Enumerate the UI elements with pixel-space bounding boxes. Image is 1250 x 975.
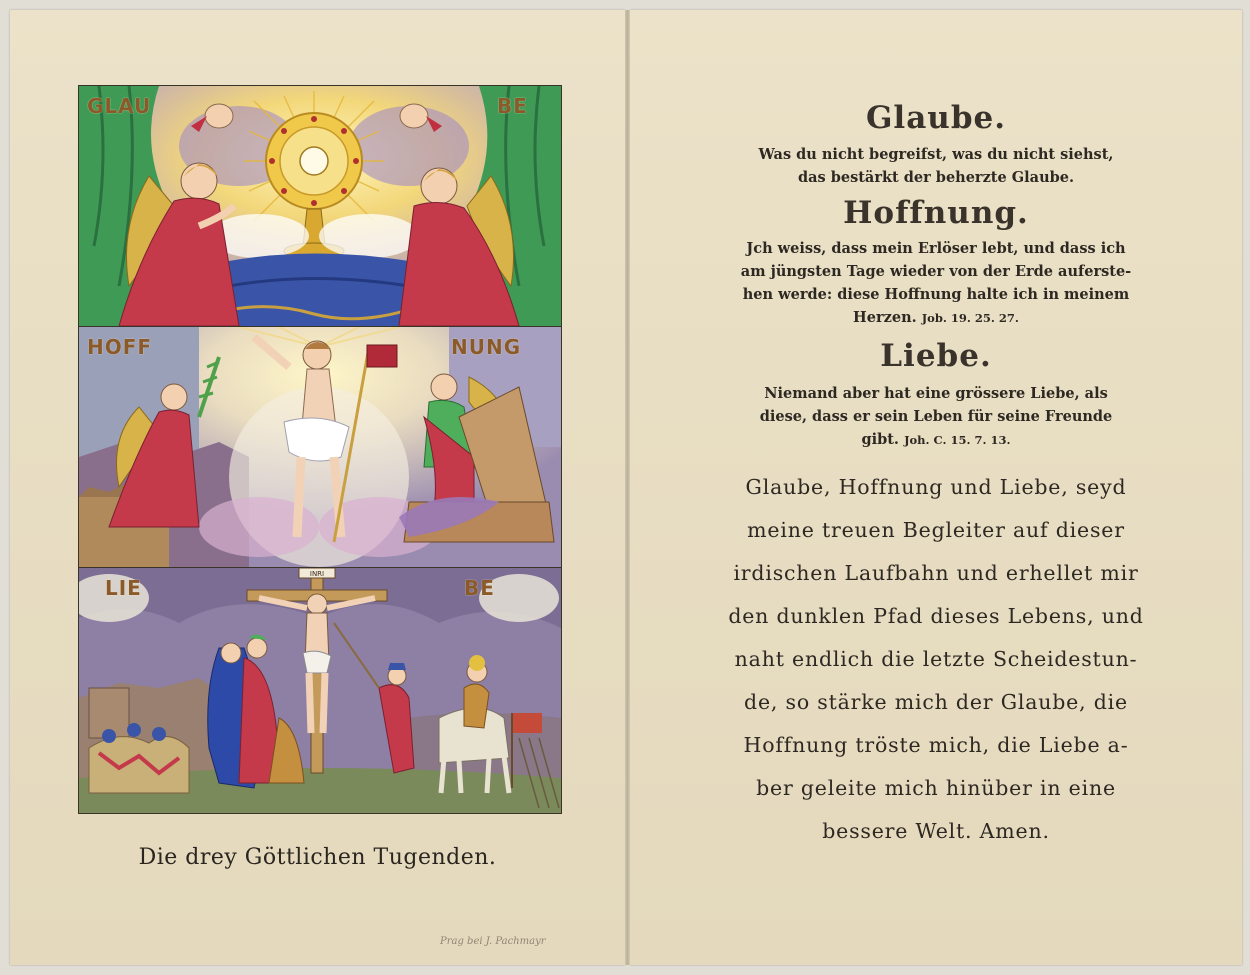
love-illustration: [79, 568, 561, 813]
hope-verse-line: Jch weiss, dass mein Erlöser lebt, und dass ich: [746, 240, 1126, 257]
hope-verse-line: hen werde: diese Hoffnung halte ich in meinem: [742, 286, 1130, 303]
love-word-left: LIE: [105, 576, 142, 600]
love-verse-line: Niemand aber hat eine grössere Liebe, als: [764, 385, 1108, 402]
prayer-line: bessere Welt. Amen.: [822, 819, 1050, 843]
prayer-line: den dunklen Pfad dieses Lebens, und: [728, 604, 1144, 628]
hope-panel: [79, 327, 561, 568]
prayer-line: ber geleite mich hinüber in eine: [756, 776, 1116, 800]
prayer-line: Glaube, Hoffnung und Liebe, seyd: [745, 475, 1127, 499]
prayer-text: [630, 466, 1242, 853]
faith-word-right: BE: [497, 94, 528, 118]
prayer-line: irdischen Laufbahn und erhellet mir: [733, 561, 1139, 585]
prayer-line: meine treuen Begleiter auf dieser: [747, 518, 1125, 542]
prayer-line: de, so stärke mich der Glaube, die: [744, 690, 1128, 714]
faith-verse-line: Was du nicht begreifst, was du nicht siehst,: [758, 146, 1114, 163]
prayer-line: naht endlich die letzte Scheidestun-: [734, 647, 1138, 671]
love-word-right: BE: [464, 576, 495, 600]
hope-reference: Job. 19. 25. 27.: [921, 311, 1019, 325]
hope-illustration: [79, 327, 561, 567]
love-panel: [79, 568, 561, 813]
faith-verse: [630, 143, 1242, 189]
plate-caption: Die drey Göttlichen Tugenden.: [138, 845, 497, 870]
hope-verse: [630, 237, 1242, 330]
hope-heading: Hoffnung.: [843, 195, 1029, 231]
love-verse-line: diese, dass er sein Leben für seine Freunde: [759, 408, 1113, 425]
faith-word-left: GLAU: [87, 94, 152, 118]
hope-verse-last-line: [630, 306, 1242, 330]
illustration-plate: [78, 85, 562, 814]
love-heading: Liebe.: [880, 338, 992, 374]
love-reference: Joh. C. 15. 7. 13.: [904, 433, 1011, 447]
hope-verse-line: am jüngsten Tage wieder von der Erde auferste-: [740, 263, 1132, 280]
love-verse-last-word: gibt.: [861, 431, 899, 448]
cross-title: INRI: [309, 570, 325, 578]
faith-illustration: [79, 86, 561, 326]
faith-heading: Glaube.: [865, 100, 1007, 136]
hope-word-right: NUNG: [451, 335, 522, 359]
prayer-line: Hoffnung tröste mich, die Liebe a-: [743, 733, 1129, 757]
love-verse-last-line: [630, 428, 1242, 452]
love-verse: [630, 382, 1242, 452]
faith-panel: [79, 86, 561, 327]
printer-imprint: Prag bei J. Pachmayr: [440, 936, 546, 947]
faith-verse-line: das bestärkt der beherzte Glaube.: [797, 169, 1075, 186]
hope-verse-last-word: Herzen.: [853, 309, 917, 326]
hope-word-left: HOFF: [87, 335, 153, 359]
